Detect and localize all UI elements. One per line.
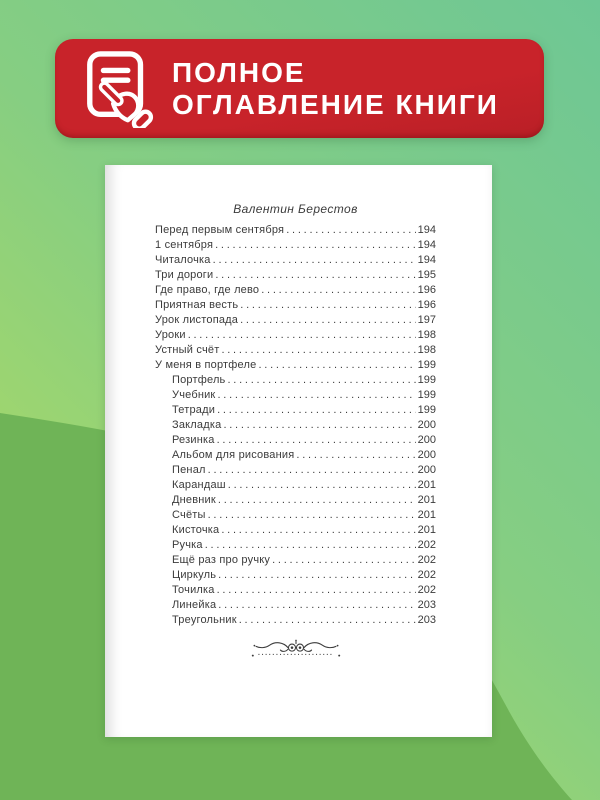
toc-entry xyxy=(155,508,436,523)
entry-page-number: 196 xyxy=(417,284,436,296)
toc-entry xyxy=(155,568,436,583)
dot-leader xyxy=(217,583,416,598)
entry-title: 1 сентября xyxy=(155,239,214,251)
dot-leader xyxy=(217,403,416,418)
entry-page-number: 195 xyxy=(417,269,436,281)
entry-page-number: 198 xyxy=(417,329,436,341)
entry-title: Карандаш xyxy=(172,479,226,491)
banner-title-line1: ПОЛНОЕ xyxy=(172,56,306,88)
dot-leader xyxy=(217,433,416,448)
entry-page-number: 201 xyxy=(417,494,436,506)
dot-leader xyxy=(217,388,415,403)
dot-leader xyxy=(208,508,416,523)
toc-entry xyxy=(155,358,436,373)
entry-title: Резинка xyxy=(172,434,215,446)
entry-page-number: 200 xyxy=(417,419,436,431)
entry-page-number: 200 xyxy=(417,434,436,446)
dot-leader xyxy=(272,553,416,568)
entry-title: Пенал xyxy=(172,464,206,476)
toc-entry xyxy=(155,583,436,598)
dot-leader xyxy=(215,268,415,283)
dot-leader xyxy=(228,478,416,493)
entry-title: Три дороги xyxy=(155,269,214,281)
dot-leader xyxy=(240,313,416,328)
entry-page-number: 194 xyxy=(417,239,436,251)
entry-page-number: 199 xyxy=(417,374,436,386)
dot-leader xyxy=(205,538,416,553)
dot-leader xyxy=(218,493,416,508)
toc-entry xyxy=(155,463,436,478)
toc-entry xyxy=(155,538,436,553)
flourish-ornament xyxy=(248,639,344,661)
entry-page-number: 202 xyxy=(417,539,436,551)
entry-page-number: 194 xyxy=(417,224,436,236)
toc-entry xyxy=(155,373,436,388)
toc-entry xyxy=(155,403,436,418)
entry-title: Ещё раз про ручку xyxy=(172,554,271,566)
entry-title: Треугольник xyxy=(172,614,237,626)
toc-entry xyxy=(155,448,436,463)
dot-leader xyxy=(239,613,416,628)
toc-entry xyxy=(155,613,436,628)
entry-page-number: 201 xyxy=(417,479,436,491)
entry-title: Тетради xyxy=(172,404,216,416)
entry-page-number: 197 xyxy=(417,314,436,326)
dot-leader xyxy=(221,343,415,358)
toc-entry xyxy=(155,493,436,508)
dot-leader xyxy=(228,373,416,388)
dot-leader xyxy=(221,523,415,538)
book-swipe-icon xyxy=(81,50,159,128)
entry-page-number: 196 xyxy=(417,299,436,311)
entry-title: Учебник xyxy=(172,389,216,401)
toc-list xyxy=(155,223,436,628)
dot-leader xyxy=(296,448,415,463)
entry-title: Счёты xyxy=(172,509,206,521)
toc-entry xyxy=(155,343,436,358)
toc-entry xyxy=(155,478,436,493)
entry-title: Точилка xyxy=(172,584,215,596)
entry-title: Уроки xyxy=(155,329,186,341)
toc-entry xyxy=(155,268,436,283)
entry-title: Устный счёт xyxy=(155,344,220,356)
entry-page-number: 199 xyxy=(417,359,436,371)
entry-page-number: 202 xyxy=(417,554,436,566)
dot-leader xyxy=(188,328,416,343)
entry-title: Альбом для рисования xyxy=(172,449,295,461)
entry-page-number: 201 xyxy=(417,524,436,536)
entry-page-number: 199 xyxy=(417,404,436,416)
banner-title-line2: ОГЛАВЛЕНИЕ КНИГИ xyxy=(172,88,499,120)
toc-entry xyxy=(155,313,436,328)
entry-title: Перед первым сентября xyxy=(155,224,285,236)
entry-page-number: 203 xyxy=(417,599,436,611)
entry-title: Портфель xyxy=(172,374,226,386)
dot-leader xyxy=(218,598,415,613)
toc-entry xyxy=(155,388,436,403)
toc-entry xyxy=(155,523,436,538)
dot-leader xyxy=(208,463,416,478)
toc-entry xyxy=(155,328,436,343)
dot-leader xyxy=(258,358,415,373)
author-heading: Валентин Берестов xyxy=(233,202,358,216)
entry-page-number: 202 xyxy=(417,584,436,596)
dot-leader xyxy=(218,568,415,583)
entry-page-number: 194 xyxy=(417,254,436,266)
dot-leader xyxy=(215,238,416,253)
entry-title: Линейка xyxy=(172,599,217,611)
toc-entry xyxy=(155,253,436,268)
dot-leader xyxy=(223,418,415,433)
entry-title: Кисточка xyxy=(172,524,220,536)
toc-entry xyxy=(155,298,436,313)
entry-title: Ручка xyxy=(172,539,203,551)
entry-title: Читалочка xyxy=(155,254,211,266)
entry-title: Циркуль xyxy=(172,569,217,581)
toc-entry xyxy=(155,598,436,613)
entry-title: Дневник xyxy=(172,494,216,506)
dot-leader xyxy=(261,283,415,298)
entry-page-number: 202 xyxy=(417,569,436,581)
entry-title: У меня в портфеле xyxy=(155,359,257,371)
dot-leader xyxy=(240,298,415,313)
book-page xyxy=(105,165,492,737)
entry-title: Где право, где лево xyxy=(155,284,260,296)
entry-title: Закладка xyxy=(172,419,222,431)
toc-banner xyxy=(55,39,544,138)
entry-page-number: 198 xyxy=(417,344,436,356)
toc-entry xyxy=(155,238,436,253)
dot-leader xyxy=(286,223,415,238)
dot-leader xyxy=(213,253,416,268)
entry-page-number: 200 xyxy=(417,464,436,476)
toc-entry xyxy=(155,223,436,238)
entry-page-number: 203 xyxy=(417,614,436,626)
entry-page-number: 201 xyxy=(417,509,436,521)
toc-entry xyxy=(155,433,436,448)
toc-entry xyxy=(155,283,436,298)
toc-entry xyxy=(155,418,436,433)
entry-page-number: 199 xyxy=(417,389,436,401)
banner-title xyxy=(172,57,499,121)
entry-title: Приятная весть xyxy=(155,299,239,311)
entry-page-number: 200 xyxy=(417,449,436,461)
toc-entry xyxy=(155,553,436,568)
entry-title: Урок листопада xyxy=(155,314,239,326)
